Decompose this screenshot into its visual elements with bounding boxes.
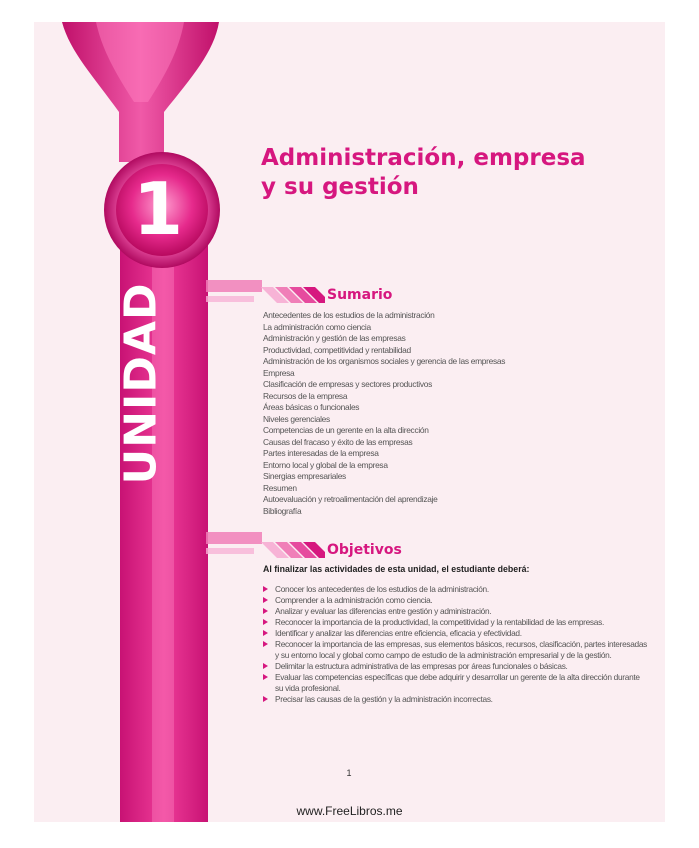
triangle-bullet-icon (263, 696, 268, 702)
list-item: Reconocer la importancia de las empresas, sus elementos básicos, recursos, clasificación, partes interesadas y su entorno local y global como campo de estudio de la administración empresarial y de la gestión. (263, 639, 649, 661)
objetivos-heading-label: Objetivos (327, 542, 402, 558)
list-item: Conocer los antecedentes de los estudios de la administración. (263, 584, 649, 595)
sumario-heading (261, 285, 461, 305)
objetivos-intro: Al finalizar las actividades de esta unidad, el estudiante deberá: (263, 564, 530, 574)
list-item: Precisar las causas de la gestión y la administración incorrectas. (263, 694, 649, 705)
list-item: Niveles gerenciales (263, 413, 330, 424)
unit-label-text: UNIDAD (115, 281, 167, 485)
list-item: Administración y gestión de las empresas (263, 333, 406, 343)
list-item: Identificar y analizar las diferencias entre eficiencia, eficacia y efectividad. (263, 628, 649, 639)
stripes-icon (261, 542, 325, 558)
list-item: Delimitar la estructura administrativa de las empresas por áreas funcionales o básicas. (263, 661, 649, 672)
triangle-bullet-icon (263, 630, 268, 636)
list-item: Analizar y evaluar las diferencias entre gestión y administración. (263, 606, 649, 617)
triangle-bullet-icon (263, 619, 268, 625)
list-item: Recursos de la empresa (263, 390, 348, 401)
list-item: Productividad, competitividad y rentabilidad (263, 344, 411, 355)
list-item: Competencias de un gerente en la alta dirección (263, 425, 429, 435)
list-item: Clasificación de empresas y sectores productivos (263, 379, 432, 389)
sumario-heading-label: Sumario (327, 287, 393, 303)
list-item: Antecedentes de los estudios de la administración (263, 310, 435, 320)
footer-url: www.FreeLibros.me (296, 804, 403, 818)
triangle-bullet-icon (263, 641, 268, 647)
list-item: Áreas básicas o funcionales (263, 402, 360, 412)
triangle-bullet-icon (263, 663, 268, 669)
page-number: 1 (346, 768, 352, 778)
list-item: La administración como ciencia (263, 321, 371, 332)
book-page (34, 22, 665, 822)
triangle-bullet-icon (263, 608, 268, 614)
stripes-icon (261, 287, 325, 303)
list-item: Resumen (263, 482, 297, 493)
list-item: Causas del fracaso y éxito de las empresas (263, 436, 413, 447)
unit-label (111, 281, 171, 485)
triangle-bullet-icon (263, 597, 268, 603)
triangle-bullet-icon (263, 674, 268, 680)
list-item: Empresa (263, 367, 295, 378)
list-item: Comprender a la administración como ciencia. (263, 595, 649, 606)
triangle-bullet-icon (263, 586, 268, 592)
unit-number: 1 (132, 167, 184, 251)
objetivos-list (263, 584, 649, 705)
page-title (261, 144, 661, 202)
list-item: Bibliografía (263, 505, 302, 516)
title-line-1: Administración, empresa (261, 145, 586, 171)
list-item: Evaluar las competencias específicas que debe adquirir y desarrollar un gerente de la alta dirección durante su vida profesional. (263, 672, 649, 694)
title-line-2: y su gestión (261, 174, 419, 200)
list-item: Partes interesadas de la empresa (263, 448, 379, 458)
list-item: Sinergias empresariales (263, 471, 346, 481)
list-item: Entorno local y global de la empresa (263, 459, 388, 470)
list-item: Reconocer la importancia de la productividad, la competitividad y la rentabilidad de las empresas. (263, 617, 649, 628)
list-item: Autoevaluación y retroalimentación del aprendizaje (263, 494, 438, 504)
sumario-list (263, 310, 643, 517)
objetivos-heading (261, 540, 461, 560)
list-item: Administración de los organismos sociales y gerencia de las empresas (263, 356, 506, 366)
